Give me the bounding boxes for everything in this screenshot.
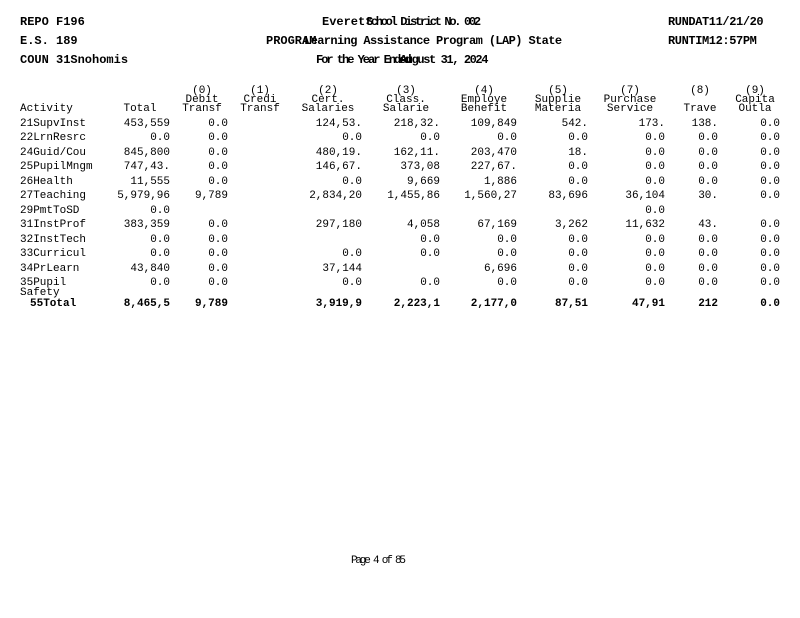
column-heading-line2: Outla bbox=[738, 103, 772, 115]
table-cell: 0.0 bbox=[760, 161, 780, 173]
column-heading-line1: Debit bbox=[185, 94, 219, 106]
total-cell: 3,919,9 bbox=[315, 298, 362, 310]
table-cell: 0.0 bbox=[760, 277, 780, 289]
table-cell: 0.0 bbox=[698, 263, 718, 275]
table-cell: 0.0 bbox=[208, 147, 228, 159]
table-cell: 0.0 bbox=[497, 277, 517, 289]
table-cell: 0.0 bbox=[150, 277, 170, 289]
table-cell: 0.0 bbox=[208, 277, 228, 289]
program-name: Learning Assistance Program (LAP) State bbox=[304, 34, 562, 48]
column-number: (2) bbox=[318, 85, 338, 97]
column-heading-line1: Cert. bbox=[311, 94, 345, 106]
column-heading-line2: Salarie bbox=[382, 103, 430, 115]
table-cell: 0.0 bbox=[645, 277, 665, 289]
column-heading-line2: Trave bbox=[683, 103, 717, 115]
run-date: RUNDAT11/21/20 bbox=[668, 15, 764, 29]
table-cell: 0.0 bbox=[698, 234, 718, 246]
table-cell: 0.0 bbox=[645, 147, 665, 159]
table-cell: 0.0 bbox=[568, 277, 588, 289]
table-cell: 109,849 bbox=[470, 118, 517, 130]
table-cell: 0.0 bbox=[150, 205, 170, 217]
activity-label: 35Pupil bbox=[20, 277, 67, 289]
column-heading-line1: Purchase bbox=[603, 94, 657, 106]
activity-label-line2: Safety bbox=[20, 287, 60, 299]
table-cell: 0.0 bbox=[150, 132, 170, 144]
table-cell: 138. bbox=[691, 118, 718, 130]
column-heading-line2: Transf bbox=[182, 103, 222, 115]
activity-label: 32InstTech bbox=[20, 234, 87, 246]
es-number: E.S. 189 bbox=[20, 34, 78, 48]
activity-label: 34PrLearn bbox=[20, 263, 80, 275]
table-cell: 3,262 bbox=[554, 219, 588, 231]
table-cell: 0.0 bbox=[698, 132, 718, 144]
table-cell: 0.0 bbox=[208, 234, 228, 246]
table-cell: 0.0 bbox=[698, 161, 718, 173]
table-cell: 0.0 bbox=[698, 248, 718, 260]
column-heading-line2: Service bbox=[606, 103, 654, 115]
district-name-a: Everett bbox=[322, 15, 373, 29]
table-cell: 1,560,27 bbox=[464, 190, 517, 202]
table-cell: 747,43. bbox=[123, 161, 170, 173]
table-cell: 0.0 bbox=[760, 176, 780, 188]
activity-label: 22LrnResrc bbox=[20, 132, 87, 144]
table-cell: 0.0 bbox=[645, 176, 665, 188]
table-cell: 0.0 bbox=[760, 219, 780, 231]
activity-label: 25PupilMngm bbox=[20, 161, 93, 173]
table-cell: 0.0 bbox=[342, 176, 362, 188]
column-number: (1) bbox=[250, 85, 270, 97]
column-number: (8) bbox=[690, 85, 710, 97]
total-cell: 0.0 bbox=[760, 298, 780, 310]
table-cell: 2,834,20 bbox=[309, 190, 362, 202]
column-heading-line1: Credi bbox=[243, 94, 277, 106]
table-cell: 0.0 bbox=[698, 277, 718, 289]
page-number: Page 4 of 85 bbox=[351, 555, 404, 567]
total-cell: 87,51 bbox=[554, 298, 588, 310]
table-cell: 453,559 bbox=[123, 118, 170, 130]
table-cell: 30. bbox=[698, 190, 718, 202]
table-cell: 67,169 bbox=[477, 219, 517, 231]
table-cell: 162,11. bbox=[393, 147, 440, 159]
table-cell: 0.0 bbox=[698, 147, 718, 159]
table-cell: 0.0 bbox=[760, 118, 780, 130]
table-cell: 11,632 bbox=[625, 219, 665, 231]
table-cell: 83,696 bbox=[548, 190, 588, 202]
table-cell: 0.0 bbox=[645, 248, 665, 260]
total-cell: 2,177,0 bbox=[470, 298, 517, 310]
table-cell: 0.0 bbox=[760, 190, 780, 202]
table-cell: 0.0 bbox=[645, 234, 665, 246]
table-cell: 0.0 bbox=[420, 132, 440, 144]
table-cell: 0.0 bbox=[645, 263, 665, 275]
run-time: RUNTIM12:57PM bbox=[668, 34, 757, 48]
table-cell: 0.0 bbox=[568, 263, 588, 275]
table-cell: 227,67. bbox=[470, 161, 517, 173]
table-cell: 383,359 bbox=[123, 219, 170, 231]
table-cell: 0.0 bbox=[208, 219, 228, 231]
table-cell: 124,53. bbox=[315, 118, 362, 130]
table-cell: 0.0 bbox=[208, 263, 228, 275]
activity-label: 21SupvInst bbox=[20, 118, 87, 130]
column-number: (5) bbox=[548, 85, 568, 97]
total-cell: 212 bbox=[698, 298, 718, 310]
activity-label: 31InstProf bbox=[20, 219, 87, 231]
column-heading-line2: Total bbox=[123, 103, 157, 115]
report-id: REPO F196 bbox=[20, 15, 85, 29]
table-cell: 0.0 bbox=[760, 263, 780, 275]
table-cell: 0.0 bbox=[420, 248, 440, 260]
column-number: (3) bbox=[396, 85, 416, 97]
column-heading-line2: Benefit bbox=[460, 103, 508, 115]
table-cell: 11,555 bbox=[130, 176, 170, 188]
table-cell: 0.0 bbox=[497, 234, 517, 246]
total-cell: 8,465,5 bbox=[123, 298, 170, 310]
total-cell: 2,223,1 bbox=[393, 298, 440, 310]
table-cell: 0.0 bbox=[150, 248, 170, 260]
table-cell: 0.0 bbox=[342, 277, 362, 289]
table-cell: 0.0 bbox=[420, 234, 440, 246]
period-date: August 31, 2024 bbox=[400, 53, 488, 67]
column-heading-line1: Employe bbox=[460, 94, 508, 106]
column-number: (7) bbox=[620, 85, 640, 97]
total-cell: 9,789 bbox=[194, 298, 228, 310]
total-cell: 47,91 bbox=[631, 298, 665, 310]
table-cell: 0.0 bbox=[645, 132, 665, 144]
table-cell: 0.0 bbox=[208, 248, 228, 260]
activity-label: 26Health bbox=[20, 176, 73, 188]
table-cell: 845,800 bbox=[123, 147, 170, 159]
table-cell: 9,669 bbox=[406, 176, 440, 188]
column-number: (4) bbox=[474, 85, 494, 97]
table-cell: 203,470 bbox=[470, 147, 517, 159]
table-cell: 218,32. bbox=[393, 118, 440, 130]
column-heading-line1: Supplie bbox=[534, 94, 582, 106]
table-cell: 0.0 bbox=[645, 205, 665, 217]
table-cell: 373,08 bbox=[400, 161, 440, 173]
table-cell: 0.0 bbox=[760, 147, 780, 159]
table-cell: 1,886 bbox=[483, 176, 517, 188]
activity-label: 27Teaching bbox=[20, 190, 87, 202]
table-cell: 0.0 bbox=[568, 132, 588, 144]
table-cell: 0.0 bbox=[760, 248, 780, 260]
activity-label: 24Guid/Cou bbox=[20, 147, 87, 159]
table-cell: 297,180 bbox=[315, 219, 362, 231]
activity-label: 33Curricul bbox=[20, 248, 87, 260]
column-heading-line2: Transf bbox=[240, 103, 280, 115]
column-heading-line1: Capita bbox=[735, 94, 775, 106]
table-cell: 0.0 bbox=[568, 234, 588, 246]
table-cell: 5,979,96 bbox=[117, 190, 170, 202]
table-cell: 0.0 bbox=[150, 234, 170, 246]
column-heading-line1: Class. bbox=[386, 94, 426, 106]
table-cell: 0.0 bbox=[698, 176, 718, 188]
table-cell: 9,789 bbox=[194, 190, 228, 202]
table-cell: 0.0 bbox=[568, 161, 588, 173]
column-heading-line2: Activity bbox=[20, 103, 73, 115]
table-cell: 0.0 bbox=[208, 118, 228, 130]
column-heading-line2: Materia bbox=[534, 103, 582, 115]
table-cell: 480,19. bbox=[315, 147, 362, 159]
table-cell: 0.0 bbox=[645, 161, 665, 173]
table-cell: 37,144 bbox=[322, 263, 362, 275]
table-cell: 0.0 bbox=[568, 248, 588, 260]
table-cell: 4,058 bbox=[406, 219, 440, 231]
table-cell: 43. bbox=[698, 219, 718, 231]
period-label: For the Year Ended bbox=[316, 53, 410, 67]
table-cell: 0.0 bbox=[497, 132, 517, 144]
table-cell: 0.0 bbox=[497, 248, 517, 260]
table-cell: 18. bbox=[568, 147, 588, 159]
table-cell: 6,696 bbox=[483, 263, 517, 275]
district-name-b: School District No. 002 bbox=[366, 15, 479, 29]
column-number: (0) bbox=[192, 85, 212, 97]
table-cell: 0.0 bbox=[568, 176, 588, 188]
table-cell: 36,104 bbox=[625, 190, 665, 202]
column-number: (9) bbox=[745, 85, 765, 97]
table-cell: 0.0 bbox=[760, 234, 780, 246]
table-cell: 1,455,86 bbox=[387, 190, 440, 202]
program-label: PROGRAM bbox=[266, 34, 317, 48]
table-cell: 0.0 bbox=[208, 161, 228, 173]
total-label: 55Total bbox=[30, 298, 77, 310]
county: COUN 31Snohomis bbox=[20, 53, 129, 67]
table-cell: 0.0 bbox=[208, 132, 228, 144]
table-cell: 0.0 bbox=[342, 248, 362, 260]
table-cell: 542. bbox=[561, 118, 588, 130]
table-cell: 173. bbox=[638, 118, 665, 130]
column-heading-line2: Salaries bbox=[301, 103, 355, 115]
table-cell: 0.0 bbox=[342, 132, 362, 144]
table-cell: 0.0 bbox=[760, 132, 780, 144]
table-cell: 146,67. bbox=[315, 161, 362, 173]
table-cell: 43,840 bbox=[130, 263, 170, 275]
activity-label: 29PmtToSD bbox=[20, 205, 80, 217]
table-cell: 0.0 bbox=[420, 277, 440, 289]
table-cell: 0.0 bbox=[208, 176, 228, 188]
